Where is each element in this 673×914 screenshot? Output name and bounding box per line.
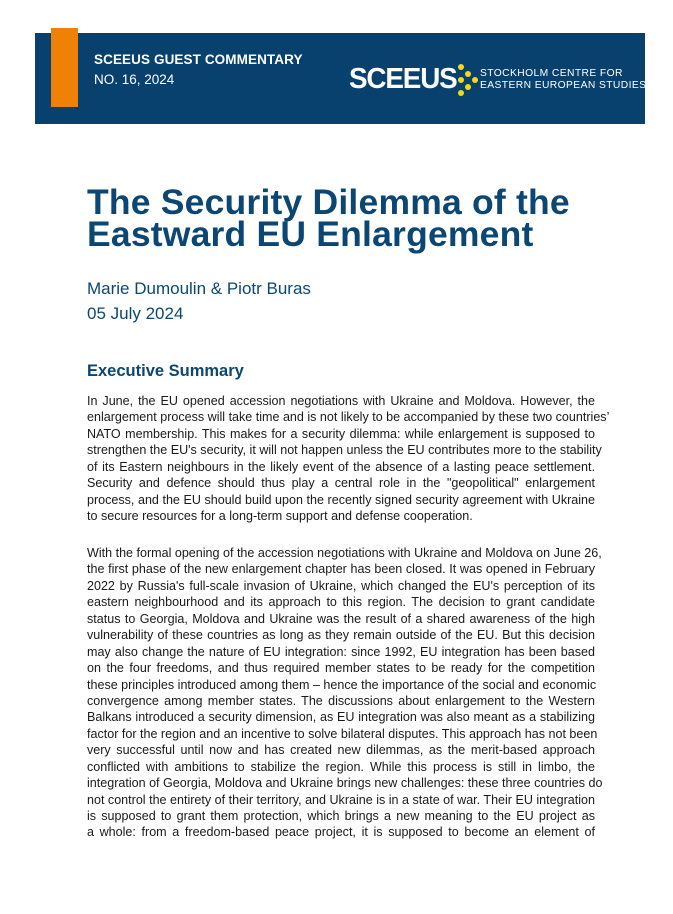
text-line: 2022 by Russia's full-scale invasion of Ukraine, which changed the EU's perception of its [87,578,595,593]
series-title: SCEEUS GUEST COMMENTARY [94,52,303,67]
section-heading: Executive Summary [87,362,244,380]
series-number: NO. 16, 2024 [94,72,175,87]
authors: Marie Dumoulin & Piotr Buras [87,279,311,298]
logo-subtitle-line1: STOCKHOLM CENTRE FOR [480,68,623,79]
paragraph-executive-summary [87,393,610,525]
text-line: to secure resources for a long-term support and defense cooperation. [87,509,473,524]
text-line: With the formal opening of the accession negotiations with Ukraine and Moldova on June 26, [87,546,602,560]
text-line: is supposed to grant them protection, which brings a new meaning to the EU project as [87,809,595,823]
text-line: eastern neighbourhood and its approach to this region. The decision to grant candidate [87,595,595,610]
text-line: enlargement process will take time and is not likely to be accompanied by these two countries’ [87,410,610,425]
page-title [87,182,627,254]
text-line: a whole: from a freedom-based peace project, it is supposed to become an element of [87,825,595,840]
accent-bar [51,28,78,107]
paragraph-body [87,545,603,841]
text-line: may also change the nature of EU integration: since 1992, EU integration has been based [87,644,595,659]
text-line: very successful until now and has created new dilemmas, as the merit-based approach [87,743,595,758]
text-line: of its Eastern neighbours in the likely event of the absence of a lasting peace settlement. [87,459,595,474]
title-line1: The Security Dilemma of the [87,182,570,222]
sceeus-dots-logo-icon [455,62,479,98]
logo-subtitle-line2: EASTERN EUROPEAN STUDIES [480,79,647,91]
text-line: convergence among member states. The discussions about enlargement to the Western [87,693,595,708]
text-line: integration of Georgia, Moldova and Ukraine brings new challenges: these three countries do [87,776,603,791]
text-line: process, and the EU should build upon the recently signed security agreement with Ukraine [87,492,595,507]
text-line: Security and defence should thus play a central role in the "geopolitical" enlargement [87,476,595,491]
text-line: these principles introduced among them – hence the importance of the social and economic [87,677,597,692]
text-line: In June, the EU opened accession negotiations with Ukraine and Moldova. However, the [87,394,595,408]
text-line: factor for the region and an incentive to solve bilateral disputes. This approach has not been [87,726,598,741]
text-line: NATO membership. This makes for a security dilemma: while enlargement is supposed to [87,426,595,441]
text-line: strengthen the EU's security, it will not happen unless the EU contributes more to the stability [87,443,602,458]
text-line: conflicted with ambitions to stabilize the region. While this process is still in limbo, the [87,759,595,774]
text-line: the first phase of the new enlargement chapter has been closed. It was opened in February [87,562,595,577]
publication-date: 05 July 2024 [87,304,184,323]
text-line: on the four freedoms, and thus required member states to be ready for the competition [87,661,595,676]
title-line2: Eastward EU Enlargement [87,214,534,254]
logo-wordmark: SCEEUS [349,63,457,95]
logo-subtitle [480,68,646,91]
text-line: vulnerability of these countries as long as they remain outside of the EU. But this decision [87,628,595,643]
text-line: Balkans introduced a security dimension, as EU integration was also meant as a stabilizing [87,710,595,725]
text-line: status to Georgia, Moldova and Ukraine was the result of a shared awareness of the high [87,611,595,626]
text-line: not control the entirety of their territory, and Ukraine is in a state of war. Their EU integration [87,792,595,807]
